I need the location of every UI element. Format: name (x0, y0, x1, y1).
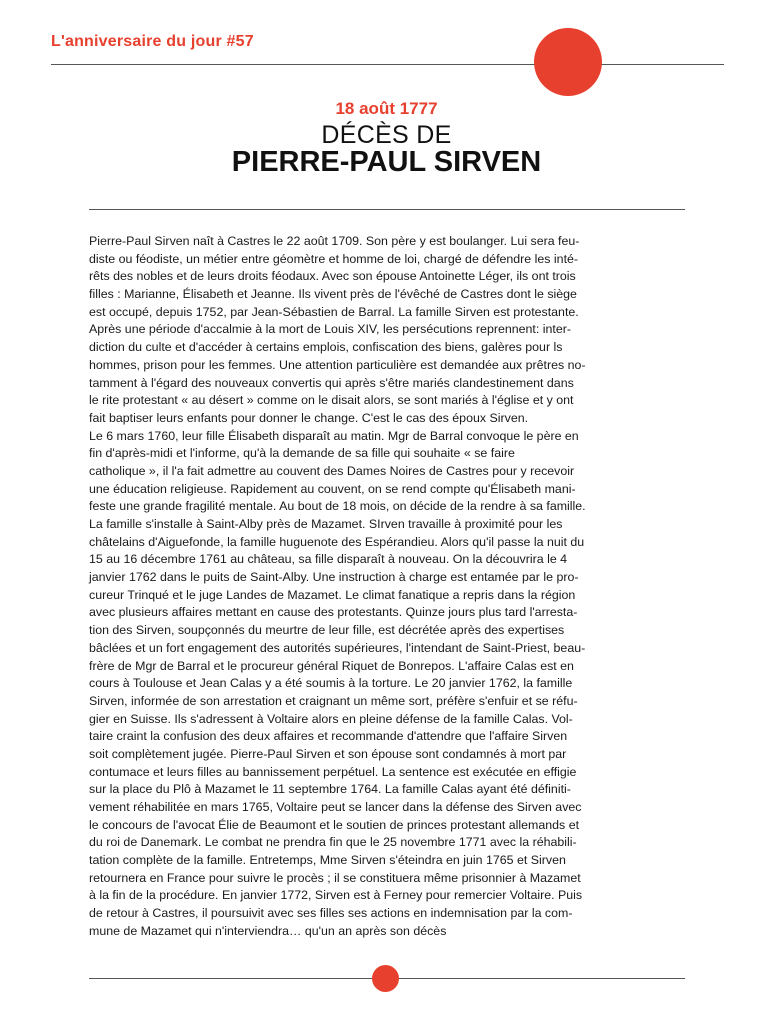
title-line-2: PIERRE-PAUL SIRVEN (231, 146, 542, 178)
body-line: mune de Mazamet qui n'interviendra… qu'un an après son décès (89, 923, 447, 938)
body-line: de retour à Castres, il poursuivit avec ses filles ses actions en indemnisation par la com- (89, 906, 573, 921)
event-date: 18 août 1777 (335, 99, 438, 118)
body-line: avec plusieurs affaires mettant en cause des protestants. Quinze jours plus tard l'arresta- (89, 605, 578, 620)
body-line: feste une grande fragilité mentale. Au bout de 18 mois, on décide de la rendre à sa famille. (89, 499, 586, 514)
body-line: catholique », il l'a fait admettre au couvent des Dames Noires de Castres pour y recevoir (89, 463, 575, 478)
body-line: 15 au 16 décembre 1761 au château, sa fille disparaît à nouveau. On la découvrira le 4 (89, 552, 568, 567)
body-line: du roi de Danemark. Le combat ne prendra fin que le 25 novembre 1771 avec la réhabili- (89, 835, 577, 850)
top-divider (51, 64, 724, 65)
body-line: La famille s'installe à Saint-Alby près de Mazamet. SIrven travaille à proximité pour les (89, 517, 563, 531)
body-line: le rite protestant « au désert » comme on le disait alors, se sont mariés à l'église et y ont (89, 393, 574, 408)
accent-circle-bottom (372, 965, 399, 992)
series-title: L'anniversaire du jour #57 (51, 33, 254, 50)
body-line: frère de Mgr de Barral et le procureur général Riquet de Bonrepos. L'affaire Calas est en (89, 658, 574, 673)
body-line: tation complète de la famille. Entretemps, Mme Sirven s'éteindra en juin 1765 et Sirven (89, 853, 566, 868)
body-line: à la fin de la procédure. En janvier 1772, Sirven est à Ferney pour remercier Voltaire. Puis (89, 888, 583, 903)
body-line: gier en Suisse. Ils s'adressent à Voltaire alors en pleine défense de la famille Calas. Vol- (89, 711, 573, 726)
body-line: hommes, prison pour les femmes. Une attention particulière est demandée aux prêtres no- (89, 357, 586, 372)
body-line: Sirven, informée de son arrestation et craignant un même sort, préfère s'enfuir et se réfu- (89, 693, 578, 708)
body-line: une éducation religieuse. Rapidement au couvent, on se rend compte qu'Élisabeth mani- (89, 481, 576, 496)
article-body (89, 233, 687, 941)
body-line: tamment à l'égard des nouveaux convertis qui après s'être mariés clandestinement dans (89, 375, 574, 390)
body-line: cours à Toulouse et Jean Calas y a été soumis à la torture. Le 20 janvier 1762, la famille (89, 676, 573, 691)
body-line: Pierre-Paul Sirven naît à Castres le 22 août 1709. Son père y est boulanger. Lui sera feu- (89, 234, 580, 248)
body-line: bâclées et un fort engagement des autorités supérieures, l'intendant de Saint-Priest, beau- (89, 640, 586, 655)
body-line: soit complètement jugée. Pierre-Paul Sirven et son épouse sont condamnés à mort par (89, 746, 567, 761)
body-line: tion des Sirven, soupçonnés du meurtre de leur fille, est décrétée après des expertises (89, 623, 565, 638)
accent-circle-top (534, 28, 602, 96)
body-line: janvier 1762 dans le puits de Saint-Alby. Une instruction à charge est entamée par le pro- (89, 570, 579, 585)
body-line: Après une période d'accalmie à la mort de Louis XIV, les persécutions reprennent: inter- (89, 322, 571, 337)
body-line: vement réhabilitée en mars 1765, Voltaire peut se lancer dans la défense des Sirven avec (89, 800, 582, 814)
body-line: est occupé, depuis 1752, par Jean-Sébastien de Barral. La famille Sirven est protestante. (89, 304, 579, 319)
body-line: taire craint la confusion des deux affaires et recommande d'attendre que l'affaire Sirven (89, 729, 568, 744)
body-line: rêts des nobles et de leurs droits féodaux. Avec son épouse Antoinette Léger, ils ont trois (89, 269, 576, 284)
body-line: sur la place du Plô à Mazamet le 11 septembre 1764. La famille Calas ayant été définiti- (89, 782, 571, 797)
body-line: retournera en France pour suivre le procès ; il se constituera même prisonnier à Mazamet (89, 870, 581, 885)
title-line-1: DÉCÈS DE (321, 121, 452, 149)
body-line: cureur Trinqué et le juge Landes de Mazamet. Le climat fanatique a repris dans la région (89, 587, 576, 602)
body-line: diction du culte et d'accéder à certains emplois, confiscation des biens, galères pour ls (89, 340, 563, 355)
body-line: fin d'après-midi et l'informe, qu'à la demande de sa fille qui souhaite « se faire (89, 446, 515, 461)
body-line: contumace et leurs filles au bannissement perpétuel. La sentence est exécutée en effigie (89, 764, 577, 779)
body-line: le concours de l'avocat Élie de Beaumont et le soutien de princes protestant allemands et (89, 817, 580, 832)
body-line: filles : Marianne, Élisabeth et Jeanne. Ils vivent près de l'évêché de Castres dont le siège (89, 287, 577, 302)
body-line: Le 6 mars 1760, leur fille Élisabeth disparaît au matin. Mgr de Barral convoque le père en (89, 428, 579, 443)
body-line: châtelains d'Aiguefonde, la famille huguenote des Espérandieu. Alors qu'il passe la nuit du (89, 534, 585, 549)
title-divider (89, 209, 685, 210)
body-line: diste ou féodiste, un métier entre géomètre et homme de loi, chargé de défendre les inté- (89, 251, 579, 266)
body-line: fait baptiser leurs enfants pour donner le change. C'est le cas des époux Sirven. (89, 410, 529, 425)
